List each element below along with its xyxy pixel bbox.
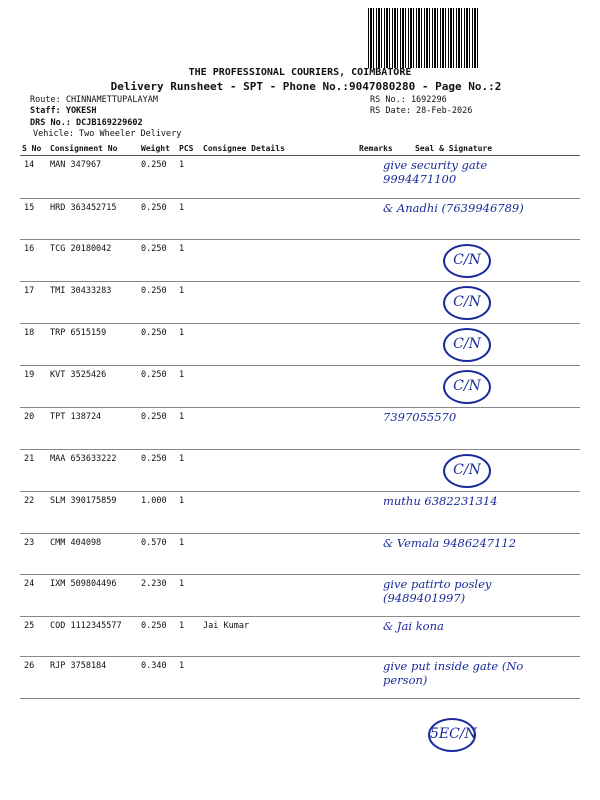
row-consignee	[201, 450, 357, 492]
row-sno: 20	[20, 408, 48, 450]
row-sno: 21	[20, 450, 48, 492]
row-seal	[383, 492, 580, 534]
row-seal	[383, 199, 580, 240]
vehicle-label: Vehicle: Two Wheeler Delivery	[33, 129, 182, 139]
row-remarks	[357, 450, 413, 492]
barcode	[368, 8, 478, 68]
row-consignee	[201, 408, 357, 450]
row-consignee	[201, 657, 357, 699]
delivery-stamp: C/N	[443, 286, 491, 320]
row-sno: 17	[20, 282, 48, 324]
handwritten-signature: & Anadhi (7639946789)	[383, 201, 524, 215]
col-consignee: Consignee Details	[201, 141, 357, 156]
row-sno: 22	[20, 492, 48, 534]
row-seal	[413, 450, 580, 492]
route-label: Route: CHINNAMETTUPALAYAM	[30, 95, 158, 105]
row-consignee	[201, 156, 357, 199]
row-seal	[383, 408, 580, 450]
row-weight: 1.000	[139, 492, 177, 534]
row-remarks	[357, 324, 413, 366]
rs-number: RS No.: 1692296	[370, 95, 447, 105]
row-pcs: 1	[177, 492, 201, 534]
row-consignee	[201, 199, 357, 240]
row-consignee	[201, 534, 357, 575]
row-seal	[413, 366, 580, 408]
row-consignee: Jai Kumar	[201, 617, 357, 657]
row-pcs: 1	[177, 366, 201, 408]
row-seal	[383, 534, 580, 575]
col-sno: S No	[20, 141, 48, 156]
table-row	[20, 408, 580, 450]
row-weight: 0.250	[139, 324, 177, 366]
delivery-stamp: C/N	[443, 244, 491, 278]
table-row	[20, 366, 580, 408]
row-sno: 24	[20, 575, 48, 617]
row-consignment: COD 1112345577	[48, 617, 139, 657]
row-weight: 0.570	[139, 534, 177, 575]
runsheet-table	[20, 141, 580, 699]
delivery-stamp: C/N	[443, 370, 491, 404]
row-consignment: MAN 347967	[48, 156, 139, 199]
row-pcs: 1	[177, 199, 201, 240]
row-pcs: 1	[177, 450, 201, 492]
row-pcs: 1	[177, 575, 201, 617]
company-title: THE PROFESSIONAL COURIERS, COIMBATORE	[188, 67, 412, 78]
row-weight: 0.250	[139, 366, 177, 408]
row-pcs: 1	[177, 534, 201, 575]
row-consignment: RJP 3758184	[48, 657, 139, 699]
runsheet-subtitle: Delivery Runsheet - SPT - Phone No.:9047080280 - Page No.:2	[110, 80, 502, 93]
col-consignment: Consignment No	[48, 141, 139, 156]
row-seal	[413, 324, 580, 366]
row-remarks	[357, 366, 413, 408]
table-header	[20, 141, 580, 156]
row-remarks	[357, 240, 413, 282]
row-remarks	[357, 282, 413, 324]
row-consignment: TPT 138724	[48, 408, 139, 450]
row-consignment: KVT 3525426	[48, 366, 139, 408]
row-consignment: MAA 653633222	[48, 450, 139, 492]
row-sno: 15	[20, 199, 48, 240]
delivery-stamp: C/N	[443, 328, 491, 362]
row-consignee	[201, 575, 357, 617]
handwritten-signature: & Jai kona	[383, 619, 444, 633]
row-consignment: TMI 30433283	[48, 282, 139, 324]
row-weight: 0.250	[139, 408, 177, 450]
col-remarks: Remarks	[357, 141, 413, 156]
row-consignee	[201, 492, 357, 534]
col-pcs: PCS	[177, 141, 201, 156]
row-consignment: TCG 20180042	[48, 240, 139, 282]
row-consignment: HRD 363452715	[48, 199, 139, 240]
row-weight: 0.250	[139, 199, 177, 240]
row-sno: 18	[20, 324, 48, 366]
row-pcs: 1	[177, 324, 201, 366]
row-sno: 14	[20, 156, 48, 199]
row-pcs: 1	[177, 240, 201, 282]
row-sno: 23	[20, 534, 48, 575]
row-seal	[383, 156, 580, 199]
row-consignee	[201, 282, 357, 324]
row-sno: 16	[20, 240, 48, 282]
row-pcs: 1	[177, 282, 201, 324]
row-sno: 26	[20, 657, 48, 699]
row-consignee	[201, 366, 357, 408]
table-row	[20, 240, 580, 282]
row-consignee	[201, 324, 357, 366]
delivery-stamp: C/N	[443, 454, 491, 488]
row-weight: 0.250	[139, 156, 177, 199]
handwritten-signature: give patirto posley (9489401997)	[383, 577, 492, 605]
row-consignment: CMM 404098	[48, 534, 139, 575]
row-weight: 2.230	[139, 575, 177, 617]
table-row	[20, 657, 580, 699]
row-seal	[413, 240, 580, 282]
row-weight: 0.250	[139, 282, 177, 324]
table-row	[20, 492, 580, 534]
row-pcs: 1	[177, 657, 201, 699]
handwritten-signature: & Vemala 9486247112	[383, 536, 517, 550]
handwritten-signature: give security gate 9994471100	[383, 158, 488, 186]
row-consignment: SLM 390175859	[48, 492, 139, 534]
table-row	[20, 282, 580, 324]
table-row	[20, 156, 580, 199]
row-weight: 0.250	[139, 240, 177, 282]
table-row	[20, 575, 580, 617]
row-consignment: IXM 509804496	[48, 575, 139, 617]
row-seal	[383, 617, 580, 657]
handwritten-signature: 7397055570	[383, 410, 457, 424]
handwritten-signature: muthu 6382231314	[383, 494, 498, 508]
row-pcs: 1	[177, 617, 201, 657]
row-consignee	[201, 240, 357, 282]
rs-date: RS Date: 28-Feb-2026	[370, 106, 473, 116]
handwritten-signature: give put inside gate (No person)	[383, 659, 524, 687]
row-seal	[383, 575, 580, 617]
row-pcs: 1	[177, 408, 201, 450]
table-row	[20, 450, 580, 492]
delivery-stamp-final: 5EC/N	[428, 718, 476, 752]
row-seal	[383, 657, 580, 699]
row-seal	[413, 282, 580, 324]
col-seal: Seal & Signature	[413, 141, 580, 156]
row-weight: 0.250	[139, 617, 177, 657]
col-weight: Weight	[139, 141, 177, 156]
row-pcs: 1	[177, 156, 201, 199]
table-row	[20, 324, 580, 366]
row-consignment: TRP 6515159	[48, 324, 139, 366]
staff-label: Staff: YOKESH	[30, 106, 97, 116]
row-sno: 25	[20, 617, 48, 657]
table-row	[20, 534, 580, 575]
table-row	[20, 617, 580, 657]
row-weight: 0.250	[139, 450, 177, 492]
row-weight: 0.340	[139, 657, 177, 699]
drs-label: DRS No.: DCJB169229602	[30, 118, 143, 128]
table-row	[20, 199, 580, 240]
row-sno: 19	[20, 366, 48, 408]
